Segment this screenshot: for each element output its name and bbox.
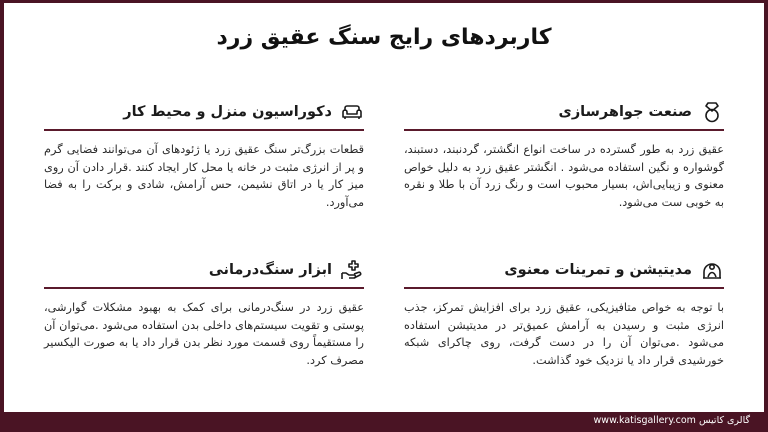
card-body: عقیق زرد به طور گسترده در ساخت انواع انگشتر، گردنبند، دستبند، گوشواره و نگین استفاده می‌شود . انگشتر عقیق زرد به دلیل خواص معنوی و زیبایی‌اش، بسیار محبوب است و رنگ زرد آن با طلا و نقره به خوبی ست می‌شود.: [404, 143, 724, 209]
card-title: صنعت جواهرسازی: [558, 104, 692, 120]
diamond-ring-icon: [700, 100, 724, 124]
card-title: مدیتیشن و تمرینات معنوی: [504, 262, 692, 278]
card-body: قطعات بزرگ‌تر سنگ عقیق زرد یا ژئودهای آن می‌توانند فضایی گرم و پر از انرژی مثبت در خانه یا محل کار ایجاد کنند .قرار دادن آن روی میز کار یا در اتاق نشیمن، حس آرامش، شادی و برکت را به فضا می‌آورد.: [44, 143, 364, 209]
card-title: دکوراسیون منزل و محیط کار: [123, 104, 332, 120]
healing-hand-icon: [340, 258, 364, 282]
footer-bar: [4, 412, 764, 432]
meditation-icon: [700, 258, 724, 282]
brand-watermark[interactable]: گالری کاتیس www.katisgallery.com: [593, 415, 750, 426]
card-header: [404, 255, 724, 285]
sofa-icon: [340, 100, 364, 124]
card-header: [44, 255, 364, 285]
card-header: [404, 97, 724, 127]
card-meditation: [404, 255, 724, 369]
page-title: کاربردهای رایج سنگ عقیق زرد: [216, 25, 552, 50]
card-jewelry: [404, 97, 724, 211]
card-decor: [44, 97, 364, 211]
card-divider: [404, 287, 724, 289]
card-body: با توجه به خواص متافیزیکی، عقیق زرد برای افزایش تمرکز، جذب انرژی مثبت و رسیدن به آرامش عمیق‌تر در مدیتیشن استفاده می‌شود .می‌توان آن را در دست گرفت، روی چاکرای شبکه خورشیدی قرار داد یا نزدیک خود گذاشت.: [404, 301, 724, 367]
card-header: [44, 97, 364, 127]
card-divider: [404, 129, 724, 131]
card-title: ابزار سنگ‌درمانی: [208, 262, 332, 278]
card-divider: [44, 287, 364, 289]
card-divider: [44, 129, 364, 131]
card-therapy: [44, 255, 364, 369]
card-body: عقیق زرد در سنگ‌درمانی برای کمک به بهبود مشکلات گوارشی، پوستی و تقویت سیستم‌های داخلی بدن استفاده می‌شود .می‌توان آن را مستقیماً روی قسمت مورد نظر بدن قرار داد یا به صورت الیکسیر مصرف کرد.: [44, 301, 364, 367]
